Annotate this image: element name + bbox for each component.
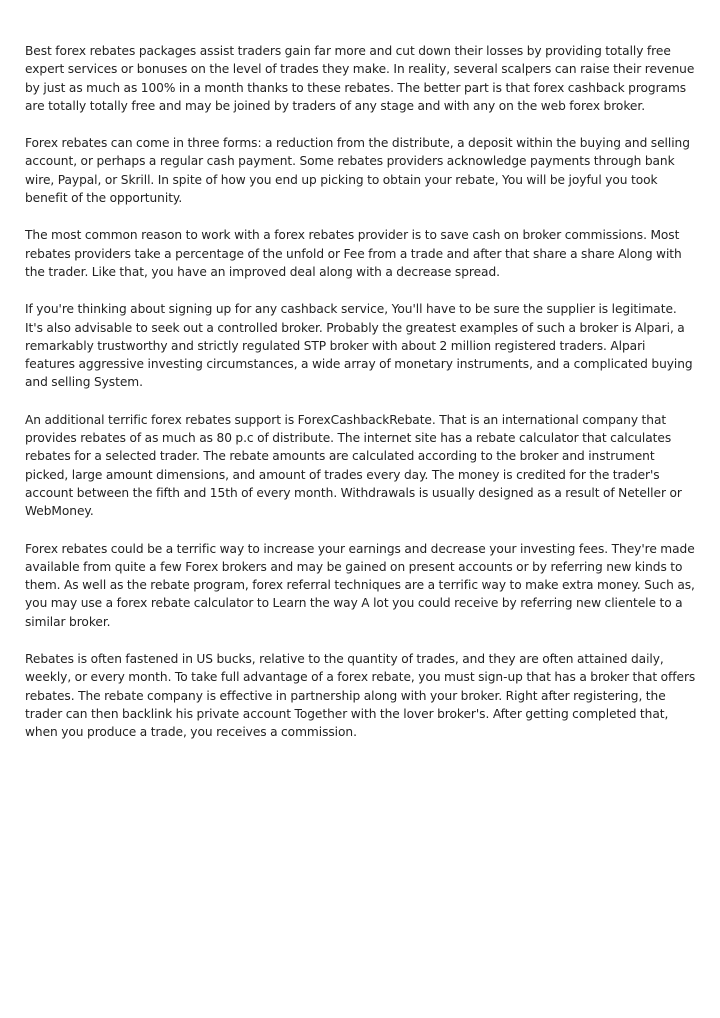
- paragraph: Forex rebates can come in three forms: a reduction from the distribute, a deposit within the buying and selling account, or perhaps a regular cash payment. Some rebates providers acknowledge payments through bank wire, Paypal, or Skrill. In spite of how you end up picking to obtain your rebate, You will be joyful you took benefit of the opportunity.: [25, 136, 690, 206]
- paragraph: If you're thinking about signing up for any cashback service, You'll have to be sure the supplier is legitimate. It's also advisable to seek out a controlled broker. Probably the greatest examples of such a broker is Alpari, a remarkably trustworthy and strictly regulated STP broker with about 2 million registered traders. Alpari features aggressive investing circumstances, a wide array of monetary instruments, and a complicated buying and selling System.: [25, 302, 693, 390]
- paragraph: Rebates is often fastened in US bucks, relative to the quantity of trades, and they are often attained daily, weekly, or every month. To take full advantage of a forex rebate, you must sign-up that has a broker that offers rebates. The rebate company is effective in partnership along with your broker. Right after registering, the trader can then backlink his private account Together with the lover broker's. After getting completed that, when you produce a trade, you receives a commission.: [25, 652, 696, 740]
- paragraph: The most common reason to work with a forex rebates provider is to save cash on broker commissions. Most rebates providers take a percentage of the unfold or Fee from a trade and after that share a share Along with the trader. Like that, you have an improved deal along with a decrease spread.: [25, 228, 682, 279]
- paragraph: Forex rebates could be a terrific way to increase your earnings and decrease your investing fees. They're made available from quite a few Forex brokers and may be gained on present accounts or by referring new kinds to them. As well as the rebate program, forex referral techniques are a terrific way to make extra money. Such as, you may use a forex rebate calculator to Learn the way A lot you could receive by referring new clientele to a similar broker.: [25, 541, 695, 629]
- paragraph: Best forex rebates packages assist traders gain far more and cut down their losses by providing totally free expert services or bonuses on the level of trades they make. In reality, several scalpers can raise their revenue by just as much as 100% in a month thanks to these rebates. The better part is that forex cashback programs are totally totally free and may be joined by traders of any stage and with any on the web forex broker.: [25, 44, 695, 113]
- paragraph: An additional terrific forex rebates support is ForexCashbackRebate. That is an international company that provides rebates of as much as 80 p.c of distribute. The internet site has a rebate calculator that calculates rebates for a selected trader. The rebate amounts are calculated according to the broker and instrument picked, large amount dimensions, and amount of trades every day. The money is credited for the trader's account between the fifth and 15th of every month. Withdrawals is usually designed as a result of Neteller or WebMoney.: [25, 412, 682, 519]
